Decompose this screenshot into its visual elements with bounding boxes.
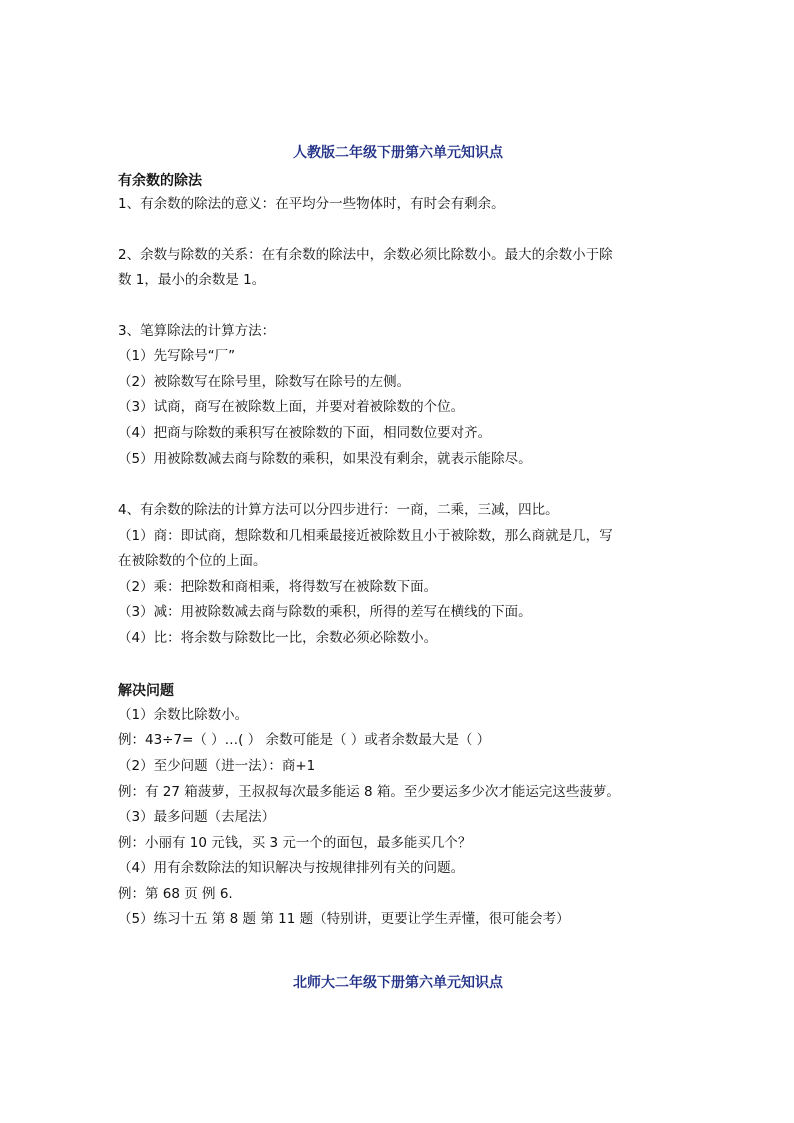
text-line: （4）比：将余数与除数比一比，余数必须必除数小。	[118, 630, 438, 646]
text-line: 例：小丽有 10 元钱，买 3 元一个的面包，最多能买几个？	[118, 835, 472, 851]
text-line: （1）余数比除数小。	[118, 707, 249, 723]
text-line: 在被除数的个位的上面。	[118, 553, 267, 569]
text-line: （3）最多问题（去尾法）	[118, 809, 276, 825]
text-line: （1）先写除号“厂”	[118, 348, 236, 364]
text-line: （5）练习十五 第 8 题 第 11 题（特别讲，更要让学生弄懂，很可能会考）	[118, 911, 570, 927]
text-line: （5）用被除数减去商与除数的乘积，如果没有剩余，就表示能除尽。	[118, 451, 532, 467]
text-line: （2）被除数写在除号里，除数写在除号的左侧。	[118, 374, 411, 390]
text-line: （4）把商与除数的乘积写在被除数的下面，相同数位要对齐。	[118, 425, 492, 441]
text-line: 例：第 68 页 例 6.	[118, 886, 233, 902]
section-heading-problems: 解决问题	[118, 683, 174, 699]
text-line: （2）乘：把除数和商相乘，将得数写在被除数下面。	[118, 579, 438, 595]
text-line: 3、笔算除法的计算方法：	[118, 323, 276, 339]
text-line: （3）减：用被除数减去商与除数的乘积，所得的差写在横线的下面。	[118, 604, 532, 620]
text-line: （3）试商，商写在被除数上面，并要对着被除数的个位。	[118, 399, 465, 415]
next-document-title: 北师大二年级下册第六单元知识点	[293, 975, 503, 991]
text-line: 1、有余数的除法的意义：在平均分一些物体时，有时会有剩余。	[118, 196, 505, 212]
text-line: 2、余数与除数的关系：在有余数的除法中，余数必须比除数小。最大的余数小于除	[118, 247, 613, 263]
section-heading-division: 有余数的除法	[118, 173, 202, 189]
text-line: （2）至少问题（进一法）：商+1	[118, 758, 316, 774]
text-line: 例：有 27 箱菠萝，王叔叔每次最多能运 8 箱。至少要运多少次才能运完这些菠萝。	[118, 784, 620, 800]
text-line: （4）用有余数除法的知识解决与按规律排列有关的问题。	[118, 860, 465, 876]
text-line: 例：43÷7=（ ）…( ） 余数可能是（ ）或者余数最大是（ ）	[118, 732, 491, 748]
document-title: 人教版二年级下册第六单元知识点	[293, 145, 503, 161]
text-line: 4、有余数的除法的计算方法可以分四步进行：一商，二乘，三减，四比。	[118, 502, 559, 518]
text-line: 数 1，最小的余数是 1。	[118, 272, 266, 288]
text-line: （1）商：即试商，想除数和几相乘最接近被除数且小于被除数，那么商就是几，写	[118, 528, 613, 544]
